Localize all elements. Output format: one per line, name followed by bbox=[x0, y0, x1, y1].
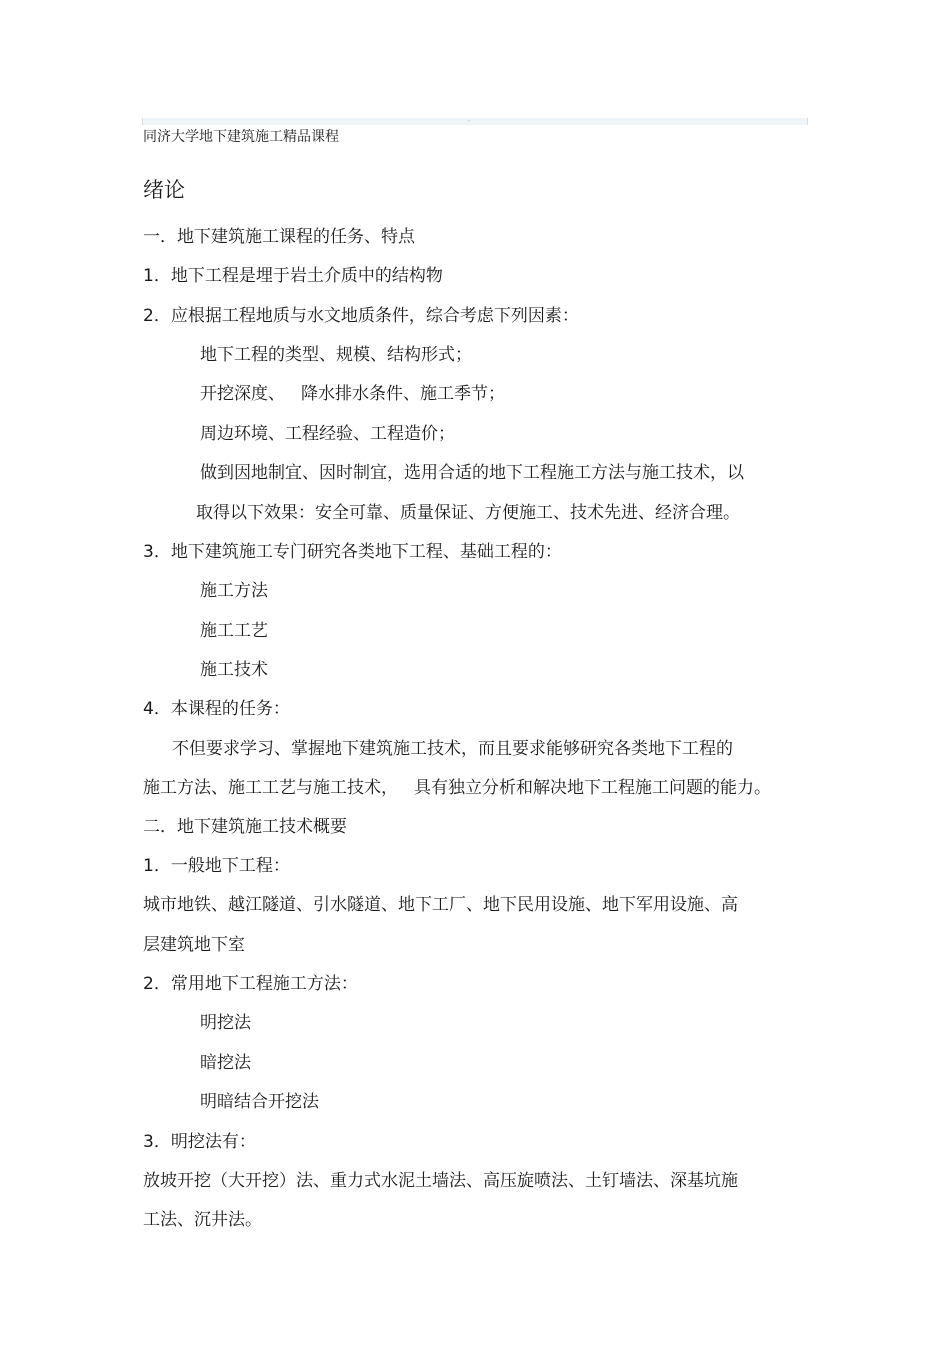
open-cut-line-2: 工法、沉井法。 bbox=[143, 1210, 262, 1230]
method-line-2: 暗挖法 bbox=[200, 1053, 251, 1073]
subject-line-2: 施工工艺 bbox=[200, 621, 268, 641]
subject-line-1: 施工方法 bbox=[200, 581, 268, 601]
factor-line-2 bbox=[200, 383, 505, 405]
general-works-line-1: 城市地铁、越江隧道、引水隧道、地下工厂、地下民用设施、地下军用设施、高 bbox=[143, 895, 738, 915]
item-2-2: 2．常用地下工程施工方法： bbox=[143, 974, 358, 994]
running-head: 同济大学地下建筑施工精品课程 bbox=[143, 129, 339, 145]
method-line-3: 明暗结合开挖法 bbox=[200, 1092, 319, 1112]
factor-line-4: 做到因地制宜、因时制宜，选用合适的地下工程施工方法与施工技术，以 bbox=[200, 463, 744, 483]
item-1-1: 1．地下工程是埋于岩土介质中的结构物 bbox=[143, 266, 443, 286]
task-paragraph-line-2-part-2: 具有独立分析和解决地下工程施工问题的能力。 bbox=[414, 778, 771, 798]
header-mark: ·· bbox=[467, 118, 471, 125]
factor-line-1: 地下工程的类型、规模、结构形式； bbox=[200, 345, 472, 365]
open-cut-line-1: 放坡开挖（大开挖）法、重力式水泥土墙法、高压旋喷法、土钉墙法、深基坑施 bbox=[143, 1171, 738, 1191]
task-paragraph-line-1: 不但要求学习、掌握地下建筑施工技术，而且要求能够研究各类地下工程的 bbox=[172, 739, 733, 759]
section-heading-2: 二．地下建筑施工技术概要 bbox=[143, 817, 347, 837]
item-2-3: 3．明挖法有： bbox=[143, 1132, 256, 1152]
factor-line-3: 周边环境、工程经验、工程造价； bbox=[200, 424, 455, 444]
task-paragraph-line-2 bbox=[143, 777, 771, 799]
subject-line-3: 施工技术 bbox=[200, 660, 268, 680]
factor-line-2-part-2: 降水排水条件、施工季节； bbox=[301, 384, 505, 404]
header-rule bbox=[142, 118, 808, 125]
item-1-2: 2．应根据工程地质与水文地质条件，综合考虑下列因素： bbox=[143, 306, 579, 326]
item-1-3: 3．地下建筑施工专门研究各类地下工程、基础工程的： bbox=[143, 542, 562, 562]
task-paragraph-line-2-part-1: 施工方法、施工工艺与施工技术， bbox=[143, 778, 398, 798]
method-line-1: 明挖法 bbox=[200, 1013, 251, 1033]
chapter-title: 绪论 bbox=[143, 178, 185, 202]
factor-line-5: 取得以下效果：安全可靠、质量保证、方便施工、技术先进、经济合理。 bbox=[196, 503, 740, 523]
general-works-line-2: 层建筑地下室 bbox=[143, 935, 245, 955]
item-2-1: 1．一般地下工程： bbox=[143, 856, 290, 876]
item-1-4: 4．本课程的任务： bbox=[143, 699, 290, 719]
section-heading-1: 一．地下建筑施工课程的任务、特点 bbox=[143, 227, 415, 247]
factor-line-2-part-1: 开挖深度、 bbox=[200, 384, 285, 404]
